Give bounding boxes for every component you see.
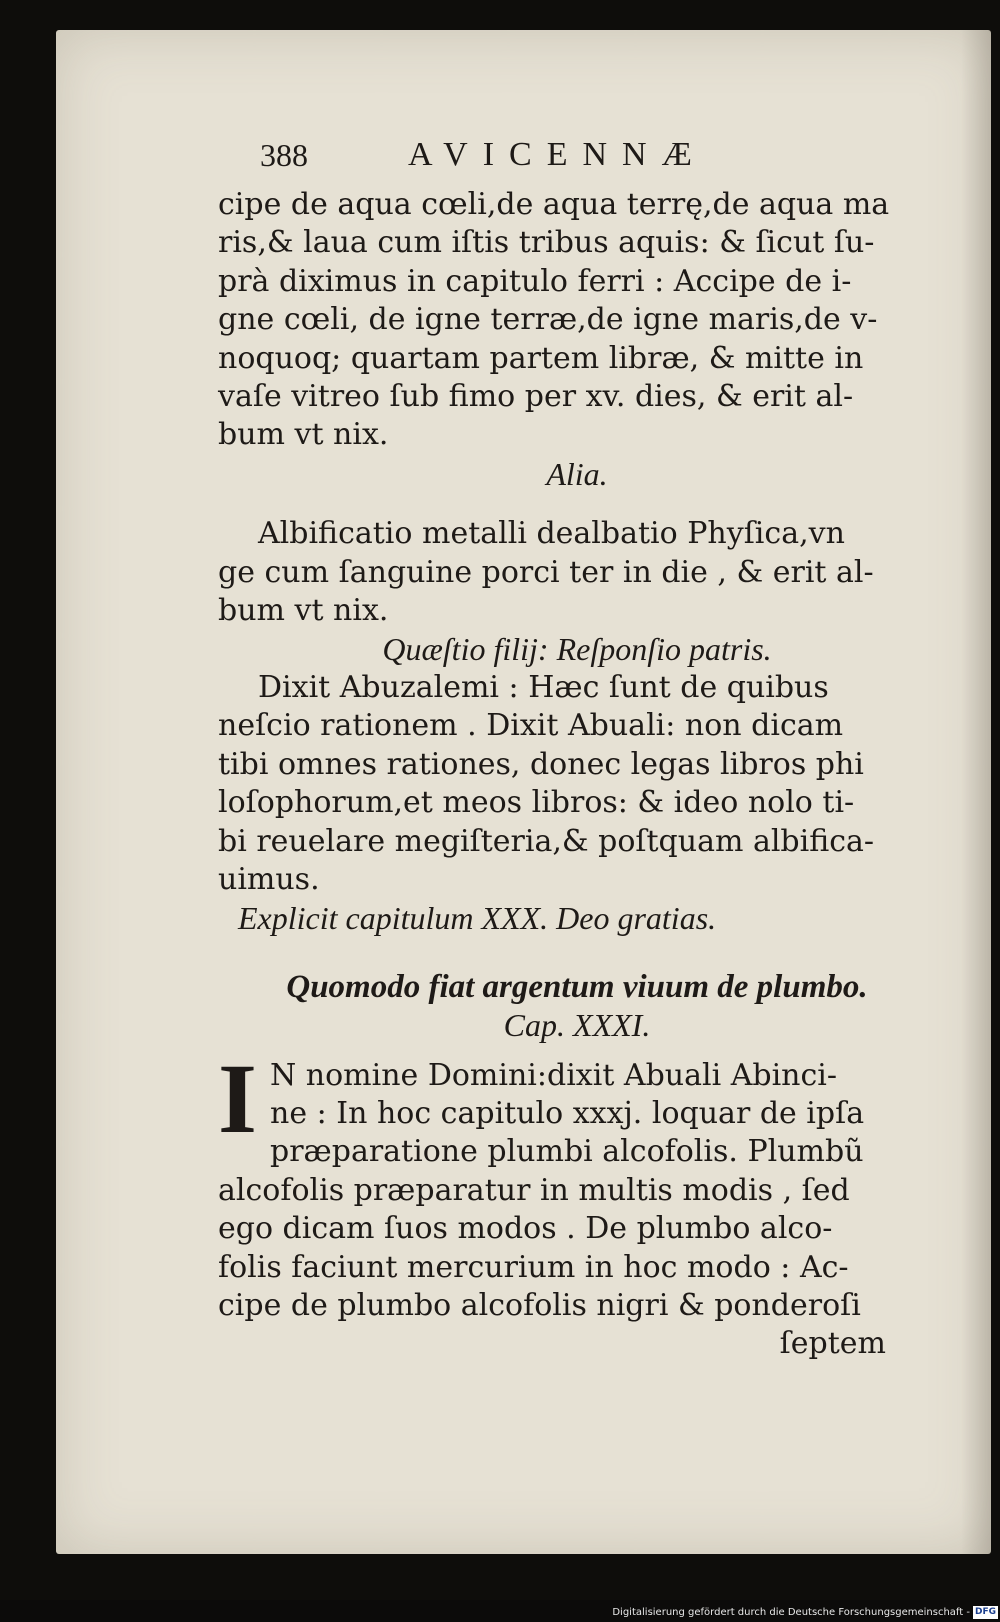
text-line: loſophorum,et meos libros: & ideo nolo ti-: [218, 785, 855, 821]
paragraph-4: [218, 1042, 936, 1364]
spacer: [218, 493, 936, 515]
text-line: ge cum ſanguine porci ter in die , & erit al-: [218, 554, 874, 590]
drop-cap-initial: I: [218, 1042, 257, 1154]
text-line: uimus.: [218, 861, 320, 897]
dfg-logo-icon: DFG: [974, 1607, 996, 1617]
text-line: præparatione plumbi alcofolis. Plumbũ: [270, 1134, 864, 1170]
text-line: prà diximus in capitulo ferri : Accipe de i-: [218, 263, 852, 299]
text-line: ris,& laua cum iſtis tribus aquis: & ſicut ſu-: [218, 225, 875, 261]
text-line: ego dicam ſuos modos . De plumbo alco-: [218, 1211, 833, 1247]
text-line: folis faciunt mercurium in hoc modo : Ac-: [218, 1249, 849, 1285]
page-header: [218, 136, 936, 186]
page-number: 388: [260, 137, 308, 173]
page-edge-shadow: [961, 30, 991, 1554]
footer-credit: Digitalisierung gefördert durch die Deutsche Forschungsgemeinschaft -: [612, 1607, 970, 1618]
chapter-title: Quomodo fiat argentum viuum de plumbo.: [286, 968, 868, 1005]
text-line: alcofolis præparatur in multis modis , ſed: [218, 1172, 850, 1208]
text-line: tibi omnes rationes, donec legas libros phi: [218, 746, 864, 782]
text-line: ne : In hoc capitulo xxxj. loquar de ipſa: [270, 1095, 865, 1131]
text-line: gne cœli, de igne terræ,de igne maris,de v-: [218, 302, 878, 338]
paragraph-2: [218, 515, 936, 630]
paragraph-3: [218, 669, 936, 899]
section-heading-questio: Quæſtio filij: Reſponſio patris.: [382, 631, 772, 668]
chapter-number: Cap. XXXI.: [503, 1007, 651, 1044]
text-line: N nomine Domini:dixit Abuali Abinci-: [270, 1057, 838, 1093]
running-head: AVICENNÆ: [408, 136, 707, 173]
page-text: [218, 136, 936, 1364]
paragraph-1: [218, 186, 936, 455]
text-line: Dixit Abuzalemi : Hæc ſunt de quibus: [258, 669, 829, 705]
text-line: cipe de aqua cœli,de aqua terrę,de aqua ma: [218, 187, 890, 222]
text-line: bum vt nix.: [218, 417, 389, 453]
text-line: cipe de plumbo alcofolis nigri & ponderoſi: [218, 1287, 861, 1323]
text-line: bi reuelare megiſteria,& poſtquam albifica-: [218, 823, 875, 859]
text-line: neſcio rationem . Dixit Abuali: non dicam: [218, 708, 844, 744]
catchword: ſeptem: [779, 1326, 886, 1362]
digitization-footer: [0, 1600, 1000, 1622]
text-line: noquoq; quartam partem libræ, & mitte in: [218, 340, 864, 376]
explicit-line: Explicit capitulum XXX. Deo gratias.: [238, 900, 717, 937]
text-line: Albificatio metalli dealbatio Phyſica,vn: [258, 516, 845, 552]
section-heading-alia: Alia.: [546, 455, 608, 492]
text-line: bum vt nix.: [218, 593, 389, 629]
text-line: vaſe vitreo ſub fimo per xv. dies, & erit al-: [218, 379, 854, 415]
